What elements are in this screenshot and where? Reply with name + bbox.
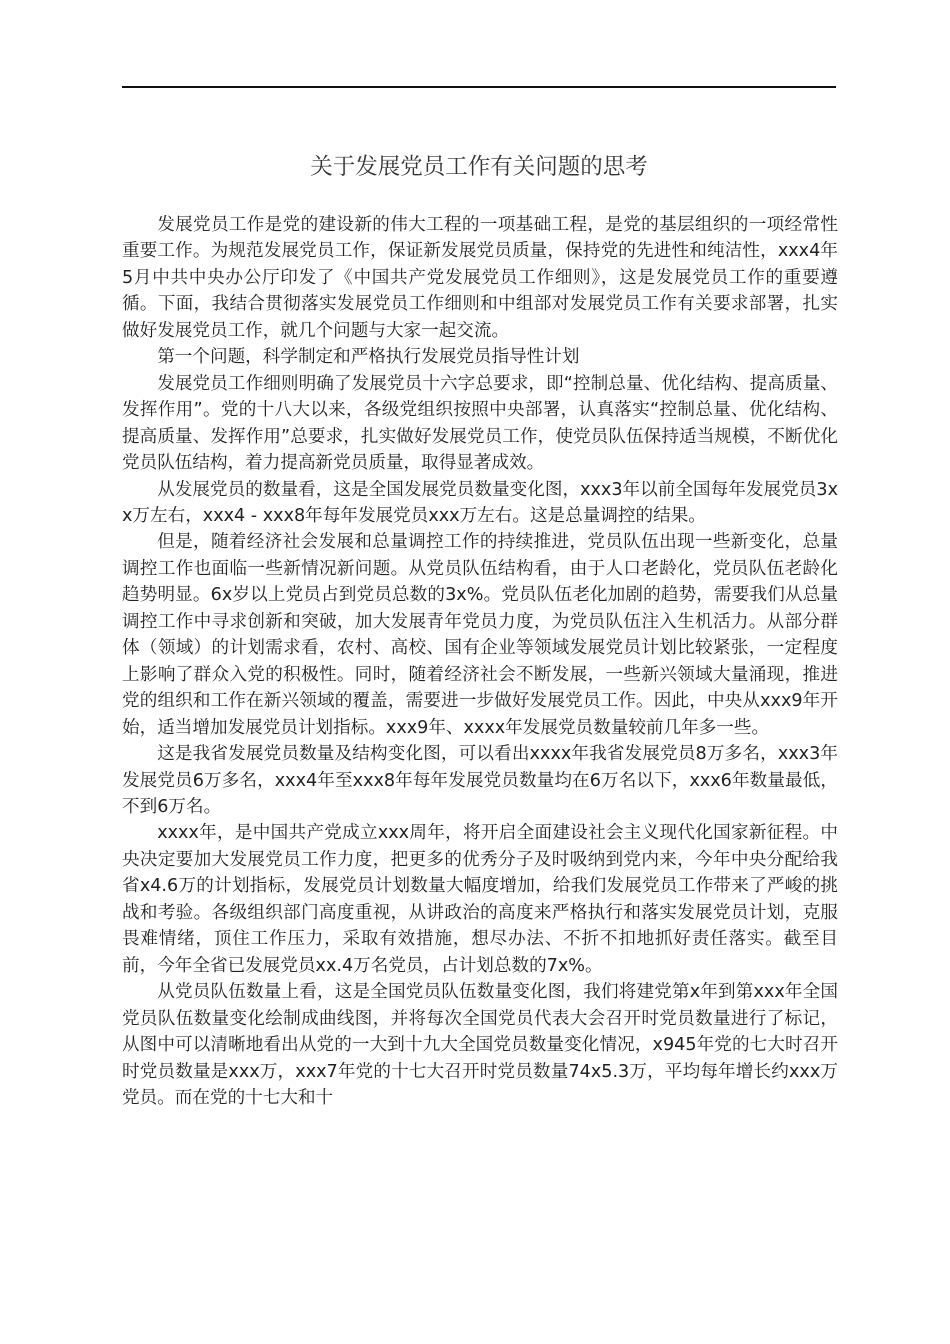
paragraph: 从发展党员的数量看，这是全国发展党员数量变化图，xxx3年以前全国每年发展党员3xx万左右，xxx4 - xxx8年每年发展党员xxx万左右。这是总量调控的结果。	[122, 479, 838, 526]
header-rule	[122, 86, 836, 88]
paragraph: 但是，随着经济社会发展和总量调控工作的持续推进，党员队伍出现一些新变化，总量调控工作也面临一些新情况新问题。从党员队伍结构看，由于人口老龄化，党员队伍老龄化趋势明显。6x岁以上党员占到党员总数的3x%。党员队伍老化加剧的趋势，需要我们从总量调控工作中寻求创新和突破，加大发展青年党员力度，为党员队伍注入生机活力。从部分群体（领域）的计划需求看，农村、高校、国有企业等领域发展党员计划比较紧张，一定程度上影响了群众入党的积极性。同时，随着经济社会不断发展，一些新兴领域大量涌现，推进党的组织和工作在新兴领域的覆盖，需要进一步做好发展党员工作。因此，中央从xxx9年开始，适当增加发展党员计划指标。xxx9年、xxxx年发展党员数量较前几年多一些。	[122, 532, 838, 738]
paragraph: xxxx年，是中国共产党成立xxx周年，将开启全面建设社会主义现代化国家新征程。中央决定要加大发展党员工作力度，把更多的优秀分子及时吸纳到党内来，今年中央分配给我省x4.6万的计划指标，发展党员计划数量大幅度增加，给我们发展党员工作带来了严峻的挑战和考验。各级组织部门高度重视，从讲政治的高度来严格执行和落实发展党员计划，克服畏难情绪，顶住工作压力，采取有效措施，想尽办法、不折不扣地抓好责任落实。截至目前，今年全省已发展党员xx.4万名党员，占计划总数的7x%。	[122, 823, 838, 976]
document-body	[122, 212, 838, 1111]
paragraph: 从党员队伍数量上看，这是全国党员队伍数量变化图，我们将建党第x年到第xxx年全国党员队伍数量变化绘制成曲线图，并将每次全国党员代表大会召开时党员数量进行了标记，从图中可以清晰地看出从党的一大到十九大全国党员数量变化情况，x945年党的七大时召开时党员数量是xxx万，xxx7年党的十七大召开时党员数量74x5.3万，平均每年增长约xxx万党员。而在党的十七大和十	[122, 982, 838, 1108]
section-heading: 第一个问题，科学制定和严格执行发展党员指导性计划	[157, 347, 580, 368]
document-title: 关于发展党员工作有关问题的思考	[310, 154, 648, 180]
paragraph: 发展党员工作细则明确了发展党员十六字总要求，即“控制总量、优化结构、提高质量、发挥作用”。党的十八大以来，各级党组织按照中央部署，认真落实“控制总量、优化结构、提高质量、发挥作用”总要求，扎实做好发展党员工作，使党员队伍保持适当规模，不断优化党员队伍结构，着力提高新党员质量，取得显著成效。	[122, 373, 838, 474]
paragraph: 这是我省发展党员数量及结构变化图，可以看出xxxx年我省发展党员8万多名，xxx3年发展党员6万多名，xxx4年至xxx8年每年发展党员数量均在6万名以下，xxx6年数量最低，不到6万名。	[122, 744, 838, 817]
paragraph: 发展党员工作是党的建设新的伟大工程的一项基础工程，是党的基层组织的一项经常性重要工作。为规范发展党员工作，保证新发展党员质量，保持党的先进性和纯洁性，xxx4年5月中共中央办公厅印发了《中国共产党发展党员工作细则》，这是发展党员工作的重要遵循。下面，我结合贯彻落实发展党员工作细则和中组部对发展党员工作有关要求部署，扎实做好发展党员工作，就几个问题与大家一起交流。	[122, 215, 838, 341]
